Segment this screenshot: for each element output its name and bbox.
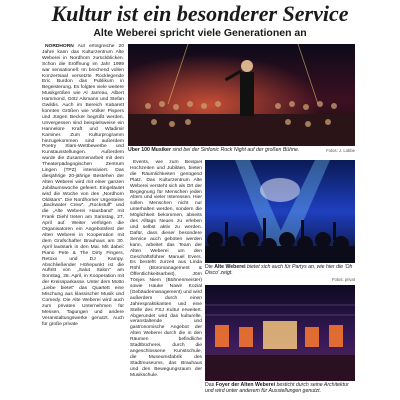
photo-orchestra bbox=[128, 44, 355, 146]
photo-party bbox=[205, 160, 355, 263]
article-column-2 bbox=[130, 160, 202, 400]
photo-party-caption bbox=[205, 264, 355, 276]
dateline: NORDHORN bbox=[45, 44, 74, 49]
caption-italic: besticht durch seine Architektur und wird unter anderem für Ausstellungen genutzt. bbox=[205, 382, 349, 395]
caption-bold: Foyer der Alten Weberei bbox=[215, 382, 276, 388]
article-headline: Kultur ist ein besonderer Service bbox=[51, 1, 349, 26]
caption-prefix: Das bbox=[205, 382, 216, 388]
caption-prefix: Die bbox=[205, 264, 215, 270]
caption-bold: Alte Weberei bbox=[214, 264, 246, 270]
article-column-1 bbox=[42, 44, 124, 400]
caption-italic: bietet sich auch für Partys an, wie hier die 'Oh Disco' zeigt. bbox=[205, 264, 353, 277]
caption-italic: sind bei der Sinfonic Rock Night auf der großen Bühne. bbox=[170, 147, 300, 153]
photo-foyer bbox=[205, 285, 355, 381]
photo-foyer-caption bbox=[205, 382, 355, 394]
column-2-paragraph: Events, wie zum Beispiel Hochzeiten und Jubiläen, bieten die Räumlichkeiten genügend Platz. Das Kulturzentrum Alte Weberei versteht sich als Ort der Begegnung für Menschen jeden Alters und vieler Interessen. Hier sollen Menschen nicht nur unterhalten werden, sondern die Möglichkeit bekommen, abseits des Alltags Neues zu erleben und selbst aktiv zu werden. Dafür, dass dieser besondere Service auch geboten werden kann, arbeitet das Team der Alten Weberei um den Geschäftsführer Manuel Evers. Es besteht zurzeit aus Linda Röhl (Büromanagement & Öffentlichkeitsarbeit), Jörn Tönjes Niem (Bühnenmeister) sowie Hauke Nawir Kozial (Gebäudemanagement) und wird außerdem durch einen Jahrespraktikanten und eine Stelle des FSJ Kultur erweitert. Abgerundet wird das kulturelle, veranstaltende und gastronomische Angebot der Alten Weberei durch die in den Räumen befindliche Stadtbücherei, durch die angeschlossene Kunstschule, die Museumsfabrik des Stadtmuseums, das Brauhaus und den Bewegungsraum der Musikschule. bbox=[130, 160, 202, 378]
photo-orchestra-caption bbox=[128, 147, 308, 153]
photo-credit: Fotos: privat bbox=[331, 277, 355, 282]
column-1-paragraph bbox=[42, 44, 124, 328]
caption-bold: Über 100 Musiker bbox=[128, 147, 171, 153]
photo-credit: Fotos: J. Lübbe bbox=[326, 148, 355, 153]
article-subheadline: Alte Weberei spricht viele Generationen an bbox=[93, 27, 307, 39]
column-1-text: Auf erfolgreiche 20 Jahre kann das Kulturzentrum Alte Weberei in Nordhorn zurückblicken. Schon die Eröffnung im Jahr 1999 war sensationell: Im brechend vollen Konzertsaal versetzte Rocklegende Eric Burdon das Publikum in Begeisterung. Es folgten viele weitere Musikgrößen wie Al Jarreau, Albert Hammond, Götz Alsmann und Stefan Gwildis. Auch im Bereich Kabarett konnten Größen wie Volker Pispers und Jürgen Becker begrüßt werden. Unvergessen sind beispielsweise ein Hannelore Kraft und Wladimir Kaminer. Zum Kulturprogramm hinzugekommen sind außerdem Poetry Slam-Wettbewerbe und Kunstausstellungen. Außerdem wurde die Zusammenarbeit mit dem Theaterpädagogischen Zentrum Lingen (TPZ) intensiviert. Das diesjährige 20-jährige Bestehen der Alten Weberei wird mit einer ganzen Jubiläumswoche gefeiert. Eingeläutet wird die Woche von den „Nordhorn Oldstars“. Die Nordhorner Urgesteine „Backwater Crew“, „Rockstuff“ und die „Alte Weberei Hausband“ mit Frank Diehl treten am Samstag, 27. April auf. Weiter verfolgen die Organisatoren ein Angebotsfest der Alten Weberei in Kooperation mit dem Grafschafter Brauhaus am 30. April lautstark in den Mai. Mit dabei: Piano Pete & The Dirty Fingers, Retoxx und DJ Kampy. Abschließender Höhepunkt ist die Auftritt von „Salut Salon“ am Sonntag, 28. April, in Kooperation mit der Kreissparkasse. Unter dem Motto „Liebe bietet“ das Quartett eine Mischung aus klassischer Musik und Comedy. Die Alte Weberei wird auch zum privaten Unternehmen für Messen, Tagungen und andere Veranstaltungswerke genutzt. Auch für große private bbox=[42, 44, 124, 327]
